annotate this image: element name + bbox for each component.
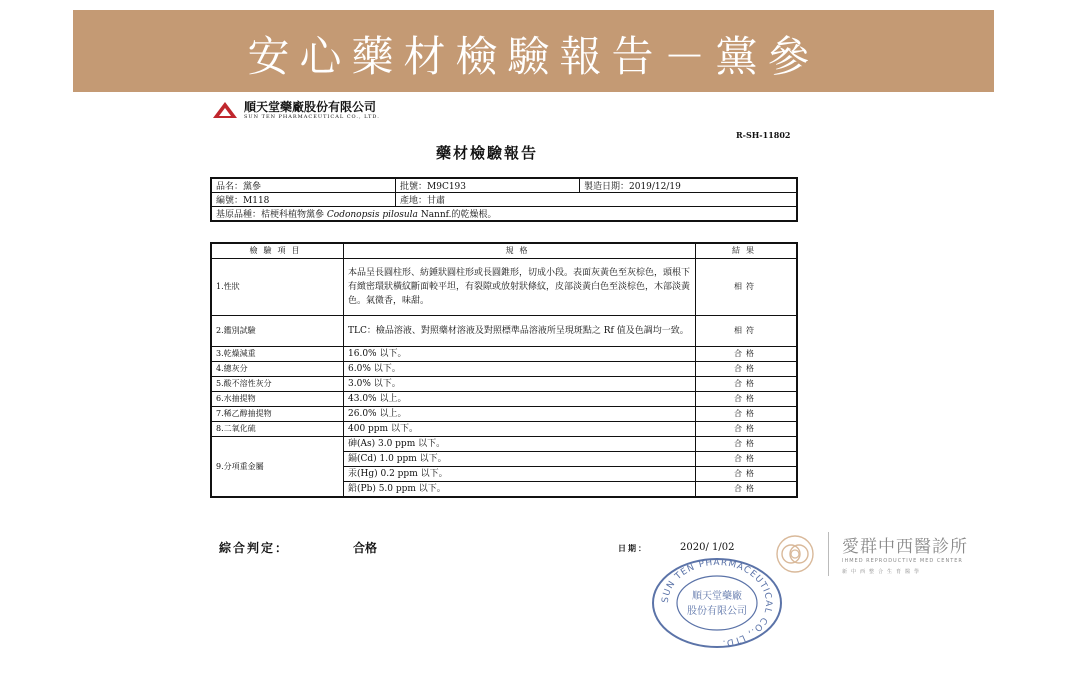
row-spec: 400 ppm 以下。 xyxy=(344,422,696,437)
row-item: 9.分項重金屬 xyxy=(211,437,344,498)
clinic-name: 愛群中西醫診所 xyxy=(842,537,968,557)
row-result: 合格 xyxy=(696,422,798,437)
row-spec: 鎘(Cd) 1.0 ppm 以下。 xyxy=(344,452,696,467)
row-spec: 6.0% 以下。 xyxy=(344,362,696,377)
company-header xyxy=(212,101,380,120)
title-banner xyxy=(73,10,994,92)
row-item: 6.水抽提物 xyxy=(211,392,344,407)
table-row xyxy=(211,316,797,347)
date-label: 日期： xyxy=(618,543,648,553)
svg-text:SUN TEN PHARMACEUTICAL CO., LT xyxy=(661,558,773,648)
row-spec: TLC：檢品溶液、對照藥材溶液及對照標準品溶液所呈現斑點之 Rf 值及色調均一致。 xyxy=(344,316,696,347)
product-code: 編號：M118 xyxy=(211,193,396,207)
clinic-divider xyxy=(828,532,829,576)
table-row xyxy=(211,407,797,422)
table-header-row xyxy=(211,243,797,259)
row-spec: 3.0% 以下。 xyxy=(344,377,696,392)
row-spec: 鉛(Pb) 5.0 ppm 以下。 xyxy=(344,482,696,498)
company-name-en: SUN TEN PHARMACEUTICAL CO., LTD. xyxy=(244,114,380,120)
row-result: 合格 xyxy=(696,482,798,498)
clinic-subtitle: 新中西整合生育醫學 xyxy=(842,569,924,575)
row-result: 合格 xyxy=(696,347,798,362)
seal-line-1: 順天堂藥廠 xyxy=(692,591,742,602)
header-item: 檢驗項目 xyxy=(211,243,344,259)
row-item: 5.酸不溶性灰分 xyxy=(211,377,344,392)
row-result: 合格 xyxy=(696,377,798,392)
seal-line-2: 股份有限公司 xyxy=(687,606,747,617)
row-spec: 砷(As) 3.0 ppm 以下。 xyxy=(344,437,696,452)
table-row xyxy=(211,259,797,316)
company-logo-icon xyxy=(212,101,238,119)
botanical-source-prefix: 基原品種：桔梗科植物黨參 xyxy=(216,210,325,220)
product-info-table xyxy=(210,177,798,222)
table-row xyxy=(211,422,797,437)
table-row xyxy=(211,377,797,392)
conclusion-value: 合格 xyxy=(353,541,378,555)
row-result: 合格 xyxy=(696,407,798,422)
clinic-logo-icon xyxy=(775,534,815,574)
batch-number: 批號：M9C193 xyxy=(396,178,580,193)
row-result: 相符 xyxy=(696,259,798,316)
origin: 產地：甘肅 xyxy=(396,193,798,207)
seal-ring-text: SUN TEN PHARMACEUTICAL CO., LTD. xyxy=(660,557,774,648)
botanical-source-suffix: Nannf.的乾燥根。 xyxy=(420,210,497,220)
inspection-table xyxy=(210,242,798,498)
row-item: 3.乾燥減重 xyxy=(211,347,344,362)
row-result: 合格 xyxy=(696,452,798,467)
product-name: 品名：黨參 xyxy=(211,178,396,193)
row-item: 7.稀乙醇抽提物 xyxy=(211,407,344,422)
row-spec: 本品呈長圓柱形、紡錘狀圓柱形或長圓錐形，切成小段。表面灰黃色至灰棕色，頭根下有緻密環狀橫紋斷面較平坦，有裂隙或放射狀條紋，皮部淡黃白色至淡棕色，木部淡黃色。氣微香，味甜。 xyxy=(344,259,696,316)
row-result: 合格 xyxy=(696,437,798,452)
row-item: 2.鑑別試驗 xyxy=(211,316,344,347)
company-seal-stamp xyxy=(650,556,784,650)
page-title: 安心藥材檢驗報告－黨參 xyxy=(247,32,820,81)
row-result: 相符 xyxy=(696,316,798,347)
row-item: 8.二氧化硫 xyxy=(211,422,344,437)
row-spec: 43.0% 以上。 xyxy=(344,392,696,407)
row-result: 合格 xyxy=(696,392,798,407)
table-row xyxy=(211,347,797,362)
row-spec: 26.0% 以上。 xyxy=(344,407,696,422)
table-row xyxy=(211,437,797,452)
row-result: 合格 xyxy=(696,362,798,377)
row-item: 1.性狀 xyxy=(211,259,344,316)
table-row xyxy=(211,392,797,407)
row-spec: 16.0% 以下。 xyxy=(344,347,696,362)
document-title: 藥材檢驗報告 xyxy=(436,144,539,162)
header-spec: 規格 xyxy=(344,243,696,259)
header-result: 結果 xyxy=(696,243,798,259)
document-number: R-SH-11802 xyxy=(736,130,791,140)
company-name: 順天堂藥廠股份有限公司 xyxy=(244,100,377,114)
row-item: 4.總灰分 xyxy=(211,362,344,377)
date-value: 2020/ 1/02 xyxy=(680,542,735,553)
clinic-name-en: IHMED REPRODUCTIVE MED CENTER xyxy=(842,558,963,564)
row-spec: 汞(Hg) 0.2 ppm 以下。 xyxy=(344,467,696,482)
botanical-source-latin: Codonopsis pilosula xyxy=(326,210,418,220)
row-result: 合格 xyxy=(696,467,798,482)
botanical-source xyxy=(211,207,797,222)
manufacture-date: 製造日期：2019/12/19 xyxy=(580,178,798,193)
table-row xyxy=(211,362,797,377)
conclusion-label: 綜合判定： xyxy=(219,541,290,555)
